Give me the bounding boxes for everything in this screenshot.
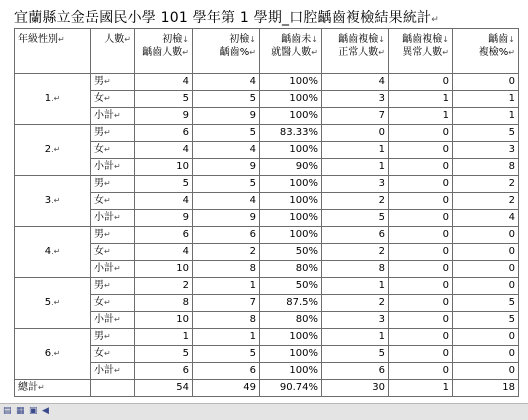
grade-cell: 5.↵ xyxy=(15,278,91,329)
cell-n: 5 xyxy=(135,346,193,363)
sex-cell: 男↵ xyxy=(91,227,135,244)
table-row xyxy=(15,329,519,346)
cell-normal: 1 xyxy=(389,91,453,108)
cell-pct: 100% xyxy=(260,74,322,91)
sex-cell: 女↵ xyxy=(91,244,135,261)
cell-decay: 8 xyxy=(193,261,260,278)
status-bar xyxy=(0,403,528,420)
cell-normal: 0 xyxy=(389,159,453,176)
sex-cell: 小計↵ xyxy=(91,108,135,125)
cell-pct: 100% xyxy=(260,346,322,363)
cell-normal: 1 xyxy=(389,108,453,125)
cell-n: 10 xyxy=(135,159,193,176)
cell-abnormal: 0 xyxy=(453,346,519,363)
sex-cell: 小計↵ xyxy=(91,210,135,227)
cell-decay: 5 xyxy=(193,346,260,363)
cell-decay: 5 xyxy=(193,125,260,142)
sex-cell: 女↵ xyxy=(91,193,135,210)
header-grade-sex: 年級性別↵ xyxy=(15,29,91,74)
cell-decay: 4 xyxy=(193,74,260,91)
table-row xyxy=(15,295,519,312)
document-title xyxy=(14,7,439,27)
cell-untreated: 0 xyxy=(322,125,389,142)
cell-untreated: 4 xyxy=(322,74,389,91)
cell-untreated: 1 xyxy=(322,159,389,176)
cell-pct: 100% xyxy=(260,363,322,380)
cell-untreated: 3 xyxy=(322,312,389,329)
table-row xyxy=(15,142,519,159)
cell-decay: 4 xyxy=(193,142,260,159)
cell-untreated: 6 xyxy=(322,227,389,244)
paragraph-mark-icon: ↵ xyxy=(431,15,439,25)
cell-abnormal: 4 xyxy=(453,210,519,227)
cell-n: 9 xyxy=(135,210,193,227)
grade-cell: 6.↵ xyxy=(15,329,91,380)
cell-untreated: 5 xyxy=(322,346,389,363)
sex-cell: 男↵ xyxy=(91,278,135,295)
cell-decay: 9 xyxy=(193,159,260,176)
cell-pct: 90% xyxy=(260,159,322,176)
cell-normal: 0 xyxy=(389,244,453,261)
table-row xyxy=(15,227,519,244)
grade-cell: 3.↵ xyxy=(15,176,91,227)
header-recheck-normal: 齲齒複檢↓ 正常人數↵ xyxy=(322,29,389,74)
table-row xyxy=(15,210,519,227)
outline-view-icon[interactable]: ▦ xyxy=(16,406,25,416)
sex-cell: 男↵ xyxy=(91,329,135,346)
cell-abnormal: 0 xyxy=(453,329,519,346)
cell-decay: 9 xyxy=(193,210,260,227)
total-untreated: 30 xyxy=(322,380,389,397)
header-initial-decay-count: 初檢↓ 齲齒人數↵ xyxy=(135,29,193,74)
table-row xyxy=(15,244,519,261)
cell-n: 6 xyxy=(135,363,193,380)
cell-normal: 0 xyxy=(389,363,453,380)
grade-cell: 1.↵ xyxy=(15,74,91,125)
cell-untreated: 6 xyxy=(322,363,389,380)
cell-normal: 0 xyxy=(389,142,453,159)
scroll-left-icon[interactable]: ◀ xyxy=(42,406,49,416)
cell-pct: 100% xyxy=(260,142,322,159)
cell-n: 4 xyxy=(135,74,193,91)
cell-decay: 6 xyxy=(193,227,260,244)
cell-n: 5 xyxy=(135,91,193,108)
header-recheck-pct: 齲齒↓ 複檢%↵ xyxy=(453,29,519,74)
cell-pct: 80% xyxy=(260,261,322,278)
sex-cell: 女↵ xyxy=(91,346,135,363)
header-untreated-count: 齲齒未↓ 就醫人數↵ xyxy=(260,29,322,74)
cell-pct: 100% xyxy=(260,193,322,210)
cell-untreated: 3 xyxy=(322,91,389,108)
table-row xyxy=(15,159,519,176)
header-initial-decay-pct: 初檢↓ 齲齒%↵ xyxy=(193,29,260,74)
print-layout-icon[interactable]: ▣ xyxy=(29,406,38,416)
sex-cell: 女↵ xyxy=(91,91,135,108)
total-abnormal: 18 xyxy=(453,380,519,397)
cell-n: 4 xyxy=(135,193,193,210)
cell-decay: 2 xyxy=(193,244,260,261)
table-row xyxy=(15,312,519,329)
sex-cell: 女↵ xyxy=(91,295,135,312)
cell-normal: 0 xyxy=(389,261,453,278)
table-row xyxy=(15,74,519,91)
cell-untreated: 3 xyxy=(322,176,389,193)
sex-cell: 男↵ xyxy=(91,125,135,142)
cell-normal: 0 xyxy=(389,278,453,295)
cell-pct: 80% xyxy=(260,312,322,329)
sex-cell: 小計↵ xyxy=(91,312,135,329)
cell-n: 1 xyxy=(135,329,193,346)
table-row xyxy=(15,261,519,278)
title-text: 宜蘭縣立金岳國民小學 101 學年第 1 學期_口腔齲齒複檢結果統計 xyxy=(14,10,432,26)
cell-pct: 50% xyxy=(260,244,322,261)
cell-untreated: 2 xyxy=(322,295,389,312)
cell-normal: 0 xyxy=(389,346,453,363)
table-row xyxy=(15,125,519,142)
cell-abnormal: 0 xyxy=(453,244,519,261)
cell-pct: 100% xyxy=(260,227,322,244)
header-count: 人數↵ xyxy=(91,29,135,74)
cell-untreated: 2 xyxy=(322,244,389,261)
cell-pct: 50% xyxy=(260,278,322,295)
table-row xyxy=(15,91,519,108)
table-row xyxy=(15,363,519,380)
cell-abnormal: 0 xyxy=(453,261,519,278)
table-row xyxy=(15,176,519,193)
cell-untreated: 1 xyxy=(322,329,389,346)
cell-untreated: 1 xyxy=(322,142,389,159)
sex-cell: 男↵ xyxy=(91,74,135,91)
sex-cell: 小計↵ xyxy=(91,261,135,278)
cell-n: 4 xyxy=(135,244,193,261)
cell-pct: 100% xyxy=(260,176,322,193)
cell-normal: 0 xyxy=(389,227,453,244)
dental-recheck-table xyxy=(14,28,519,397)
page-view-icon[interactable]: ▤ xyxy=(3,406,12,416)
cell-n: 2 xyxy=(135,278,193,295)
total-n: 54 xyxy=(135,380,193,397)
cell-abnormal: 2 xyxy=(453,193,519,210)
cell-pct: 100% xyxy=(260,329,322,346)
cell-decay: 1 xyxy=(193,329,260,346)
header-row xyxy=(15,29,519,74)
cell-abnormal: 5 xyxy=(453,295,519,312)
cell-decay: 5 xyxy=(193,91,260,108)
cell-abnormal: 5 xyxy=(453,125,519,142)
cell-abnormal: 1 xyxy=(453,91,519,108)
cell-normal: 0 xyxy=(389,312,453,329)
total-pct: 90.74% xyxy=(260,380,322,397)
sex-cell: 女↵ xyxy=(91,142,135,159)
total-decay: 49 xyxy=(193,380,260,397)
cell-untreated: 7 xyxy=(322,108,389,125)
sex-cell: 小計↵ xyxy=(91,363,135,380)
cell-decay: 4 xyxy=(193,193,260,210)
cell-untreated: 5 xyxy=(322,210,389,227)
cell-n: 6 xyxy=(135,227,193,244)
total-label: 總計↵ xyxy=(15,380,91,397)
grade-cell: 2.↵ xyxy=(15,125,91,176)
cell-abnormal: 0 xyxy=(453,227,519,244)
cell-n: 4 xyxy=(135,142,193,159)
table-row xyxy=(15,346,519,363)
cell-pct: 100% xyxy=(260,210,322,227)
cell-n: 6 xyxy=(135,125,193,142)
cell-decay: 8 xyxy=(193,312,260,329)
cell-untreated: 8 xyxy=(322,261,389,278)
sex-cell: 男↵ xyxy=(91,176,135,193)
header-recheck-abnormal: 齲齒複檢↓ 異常人數↵ xyxy=(389,29,453,74)
cell-decay: 5 xyxy=(193,176,260,193)
cell-pct: 83.33% xyxy=(260,125,322,142)
cell-decay: 7 xyxy=(193,295,260,312)
cell-decay: 9 xyxy=(193,108,260,125)
cell-n: 9 xyxy=(135,108,193,125)
grade-cell: 4.↵ xyxy=(15,227,91,278)
cell-normal: 0 xyxy=(389,329,453,346)
cell-abnormal: 0 xyxy=(453,74,519,91)
cell-abnormal: 2 xyxy=(453,176,519,193)
cell-normal: 0 xyxy=(389,193,453,210)
cell-abnormal: 0 xyxy=(453,278,519,295)
cell-normal: 0 xyxy=(389,210,453,227)
total-normal: 1 xyxy=(389,380,453,397)
table-row xyxy=(15,108,519,125)
cell-abnormal: 3 xyxy=(453,142,519,159)
total-spacer xyxy=(91,380,135,397)
cell-pct: 100% xyxy=(260,108,322,125)
cell-abnormal: 5 xyxy=(453,312,519,329)
cell-normal: 0 xyxy=(389,74,453,91)
total-row xyxy=(15,380,519,397)
cell-untreated: 1 xyxy=(322,278,389,295)
cell-normal: 0 xyxy=(389,176,453,193)
cell-abnormal: 1 xyxy=(453,108,519,125)
cell-abnormal: 0 xyxy=(453,363,519,380)
cell-decay: 6 xyxy=(193,363,260,380)
cell-abnormal: 8 xyxy=(453,159,519,176)
cell-n: 8 xyxy=(135,295,193,312)
cell-normal: 0 xyxy=(389,125,453,142)
cell-n: 5 xyxy=(135,176,193,193)
cell-decay: 1 xyxy=(193,278,260,295)
sex-cell: 小計↵ xyxy=(91,159,135,176)
cell-untreated: 2 xyxy=(322,193,389,210)
cell-n: 10 xyxy=(135,261,193,278)
cell-pct: 100% xyxy=(260,91,322,108)
cell-pct: 87.5% xyxy=(260,295,322,312)
table-row xyxy=(15,193,519,210)
cell-normal: 0 xyxy=(389,295,453,312)
cell-n: 10 xyxy=(135,312,193,329)
table-row xyxy=(15,278,519,295)
